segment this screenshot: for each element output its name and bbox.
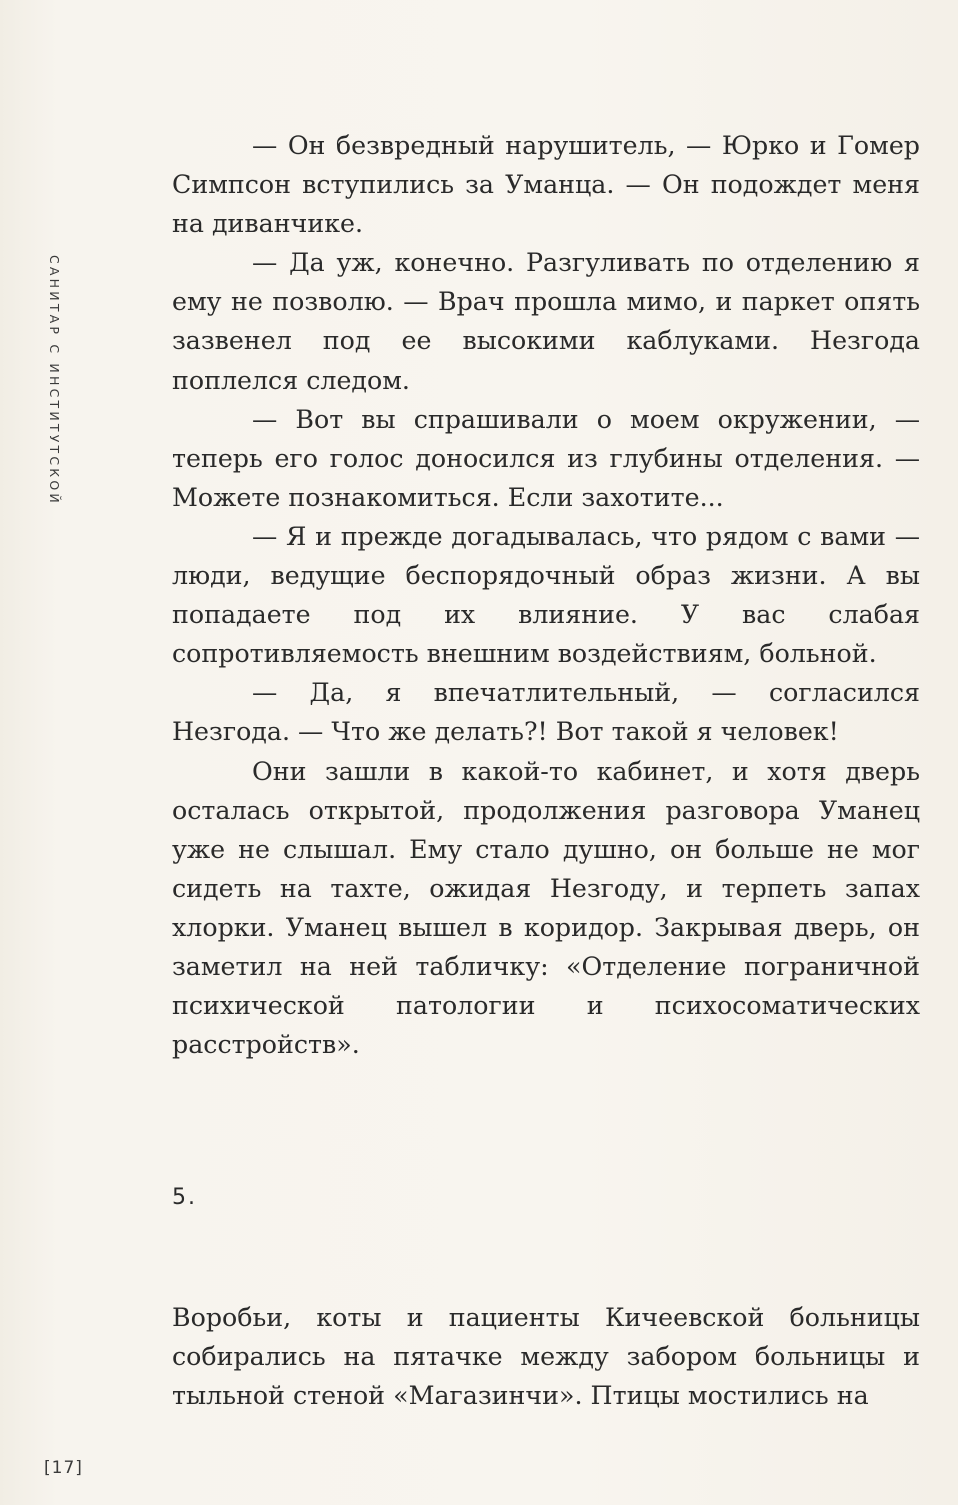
paragraph-4: — Я и прежде догадывалась, что рядом с вами — люди, ведущие беспорядочный образ жизни. А вы попадаете под их влияние. У вас слабая сопротивляемость внешним воздействиям, больной.	[172, 521, 920, 669]
paragraph-5: — Да, я впечатлительный, — согласился Незгода. — Что же делать?! Вот такой я человек!	[172, 678, 920, 747]
running-head	[47, 255, 74, 506]
section-number: 5.	[172, 1185, 197, 1210]
main-text	[172, 126, 920, 1064]
section-text	[172, 1298, 920, 1415]
section-paragraph: Воробьи, коты и пациенты Кичеевской больницы собирались на пятачке между забором больницы и тыльной стеной «Магазинчи». Птицы мостились на	[172, 1303, 920, 1411]
page-number: [17]	[44, 1458, 83, 1478]
paragraph-3: — Вот вы спрашивали о моем окружении, — теперь его голос доносился из глубины отделения. — Можете познакомиться. Если захотите...	[172, 404, 920, 512]
running-head-text: САНИТАР С ИНСТИТУТСКОЙ	[47, 255, 62, 506]
paragraph-6: Они зашли в какой-то кабинет, и хотя дверь осталась открытой, продолжения разговора Уманец уже не слышал. Ему стало душно, он больше не мог сидеть на тахте, ожидая Незгоду, и терпеть запах хлорки. Уманец вышел в коридор. Закрывая дверь, он заметил на ней табличку: «Отделение пограничной психической патологии и психосоматических расстройств».	[172, 756, 920, 1060]
paragraph-2: — Да уж, конечно. Разгуливать по отделению я ему не позволю. — Врач прошла мимо, и паркет опять зазвенел под ее высокими каблуками. Незгода поплелся следом.	[172, 248, 920, 395]
paragraph-1: — Он безвредный нарушитель, — Юрко и Гомер Симпсон вступились за Уманца. — Он подождет меня на диванчике.	[172, 131, 920, 239]
